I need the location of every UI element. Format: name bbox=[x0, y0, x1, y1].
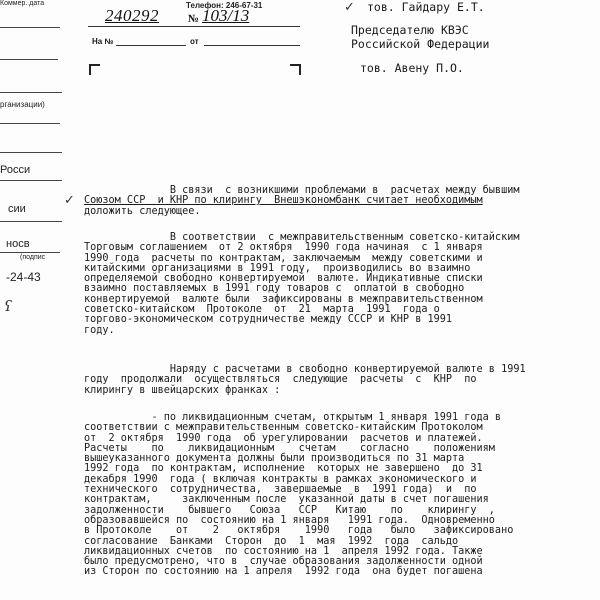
body-line: вышеуказанного документа должны были производиться по 31 марта bbox=[84, 453, 465, 465]
left-margin-fragment: носв bbox=[6, 238, 30, 250]
reference-date-line bbox=[204, 45, 300, 46]
addressee-line: Председателю КВЭС bbox=[351, 23, 469, 37]
left-margin-fragment: Росси bbox=[0, 164, 31, 176]
body-line: технического сотрудничества, завершаемые в 1991 года) и по bbox=[84, 484, 477, 496]
number-sign: № bbox=[188, 13, 200, 25]
left-margin-line bbox=[0, 59, 58, 60]
left-margin-line bbox=[0, 123, 60, 124]
addressee-line: тов. Авену П.О. bbox=[360, 61, 464, 75]
addressee-line: Российской Федерации bbox=[351, 37, 490, 51]
address-field-corner-left bbox=[89, 64, 100, 75]
body-line: 1992 года по контрактам, исполнение которых не завершено до 31 bbox=[84, 463, 483, 475]
body-line: году. bbox=[84, 324, 115, 336]
reference-number-label: На № bbox=[92, 37, 114, 46]
body-line: торгово-экономическом сотрудничестве между СССР и КНР в 1991 bbox=[84, 314, 453, 326]
left-margin-fragment: (подпис bbox=[20, 254, 46, 261]
body-line: Расчеты по ликвидационным счетам согласно положениям bbox=[84, 442, 495, 454]
registration-underline bbox=[88, 26, 300, 27]
left-margin-line bbox=[0, 252, 60, 253]
left-margin-fragment: Коммер. дата bbox=[0, 0, 45, 7]
body-line: в Протоколе от 2 октября 1990 года было зафиксировано bbox=[84, 525, 514, 537]
body-line: Торговым соглашением от 2 октября 1990 года начиная с 1 января bbox=[84, 242, 483, 254]
body-line: доложить следующее. bbox=[84, 205, 201, 217]
body-line: определяемой свободно конвертируемой валюте. Индикативные списки bbox=[84, 273, 483, 285]
body-paragraph bbox=[84, 413, 564, 578]
left-margin-line bbox=[0, 180, 62, 181]
registration-subnumber: 103/13 bbox=[202, 6, 250, 25]
reference-number-line bbox=[116, 45, 186, 46]
body-line: было предусмотрено, что в случае образования задолженности одной bbox=[84, 556, 483, 568]
body-line: В соответствии с межправительственным советско-китайским bbox=[84, 232, 520, 243]
body-line: - по ликвидационным счетам, открытым 1 января 1991 года в bbox=[84, 412, 502, 423]
body-line: ликвидационных счетов по состоянию на 1 апреля 1992 года. Также bbox=[84, 545, 483, 557]
check-mark-icon: ✓ bbox=[344, 0, 355, 15]
registration-number: 240292 bbox=[105, 6, 159, 25]
margin-check-mark-icon: ✓ bbox=[64, 193, 75, 208]
body-line: образовавшейся по состоянию на 1 января 1991 года. Одновременно bbox=[84, 514, 495, 526]
telephone-number: Телефон: 246-67-31 bbox=[186, 1, 263, 10]
margin-scribble-mark: ʕ bbox=[4, 297, 13, 315]
body-line: от 2 октября 1990 года об урегулировании расчетов и платежей. bbox=[84, 432, 483, 444]
left-margin-line bbox=[0, 27, 60, 28]
body-line: Наряду с расчетами в свободно конвертируемой валюте в 1991 bbox=[84, 364, 526, 375]
body-paragraph bbox=[84, 233, 564, 336]
body-line: Союзом ССР и КНР по клирингу Внешэкономбанк считает необходимым bbox=[84, 195, 483, 207]
address-field-corner-right bbox=[290, 64, 301, 75]
body-line: задолженности бывшего Союза ССР Китаю по клирингу , bbox=[84, 504, 495, 516]
body-line: В связи с возникшими проблемами в расчетах между бывшим bbox=[84, 185, 520, 196]
body-line: советско-китайском Протоколе от 21 марта 1991 года о bbox=[84, 304, 440, 316]
body-line: конвертируемой валюте были зафиксированы в межправительственном bbox=[84, 293, 483, 305]
left-margin-line bbox=[0, 152, 62, 153]
body-line: году продолжали осуществляться следующие расчеты с КНР по bbox=[84, 374, 477, 386]
left-margin-fragment: рганизации) bbox=[0, 100, 45, 109]
body-line: согласование Банками Сторон до 1 мая 1992 года сальдо bbox=[84, 535, 459, 547]
body-line: клирингу в швейцарских франках : bbox=[84, 384, 281, 396]
body-line: соответствии с межправительственным советско-китайским Протоколом bbox=[84, 422, 483, 434]
addressee-line: тов. Гайдару Е.Т. bbox=[367, 0, 485, 14]
left-margin-line bbox=[0, 92, 62, 93]
left-margin-fragment: сии bbox=[8, 203, 26, 215]
body-paragraph bbox=[84, 365, 564, 396]
body-paragraph bbox=[84, 186, 564, 217]
body-line: китайскими организациями в 1991 году, производились во взаимно bbox=[84, 262, 471, 274]
body-line: 1990 года расчеты по контрактам, заключаемым между советскими и bbox=[84, 252, 483, 264]
body-line: декабря 1990 года ( включая контракты в рамках экономического и bbox=[84, 473, 477, 485]
left-margin-line bbox=[0, 221, 62, 222]
body-line: из Сторон по состоянию на 1 апреля 1992 года она будет погашена bbox=[84, 566, 483, 578]
left-margin-fragment: -24-43 bbox=[6, 270, 41, 284]
body-line: взаимно поставляемых в 1991 году товаров с оплатой в свободно bbox=[84, 283, 465, 295]
body-line: контрактам, заключенным после указанной даты в счет погашения bbox=[84, 494, 489, 506]
reference-date-label: от bbox=[190, 37, 199, 46]
